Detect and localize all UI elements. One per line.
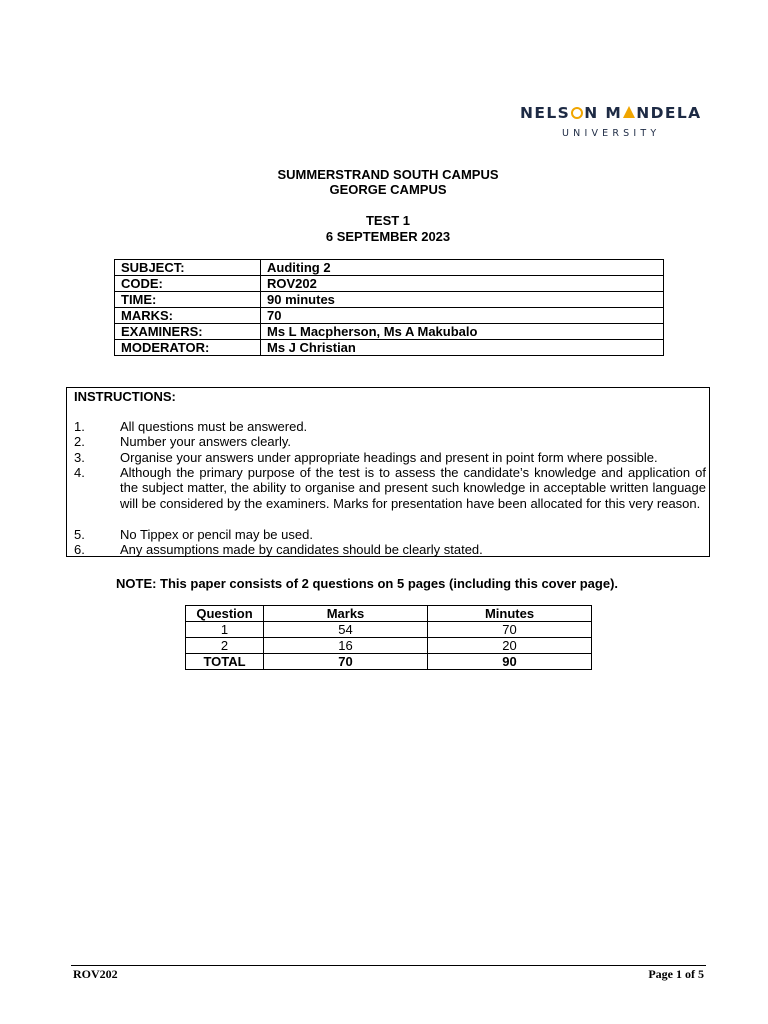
instruction-text: Although the primary purpose of the test is to assess the candidate’s knowledge and application of the subject matter, the ability to organise and present such knowledge in acceptable written language will be considered by the examiners. Marks for presentation have been allocated for this very reason. [120,465,706,511]
total-row [186,654,592,670]
info-label: MARKS: [115,308,261,324]
info-label: TIME: [115,292,261,308]
logo-subtitle: UNIVERSITY [562,128,661,139]
instruction-number: 3. [74,450,85,465]
instructions-box [66,387,710,557]
total-label: TOTAL [186,654,264,670]
logo-a-triangle-icon [623,106,635,118]
info-label: CODE: [115,276,261,292]
instruction-number: 5. [74,527,85,542]
test-title: TEST 1 [365,213,411,228]
info-value: ROV202 [261,276,664,292]
total-minutes: 90 [428,654,592,670]
logo-wordmark: NELS N M NDELA [520,104,702,122]
question-cell: 2 [186,638,264,654]
header-cell: Marks [264,606,428,622]
instructions-title: INSTRUCTIONS: [74,389,176,404]
note-text: NOTE: This paper consists of 2 questions on 5 pages (including this cover page). [116,576,619,591]
table-row [186,638,592,654]
info-label: SUBJECT: [115,260,261,276]
footer-page-number: Page 1 of 5 [648,967,704,981]
info-row [115,324,664,340]
instruction-number: 4. [74,465,85,480]
university-logo [520,104,700,139]
marks-cell: 16 [264,638,428,654]
questions-table [185,605,592,670]
footer-divider [71,965,706,966]
footer-course-code: ROV202 [73,967,118,981]
info-row [115,260,664,276]
instruction-number: 2. [74,434,85,449]
minutes-cell: 20 [428,638,592,654]
info-table [114,259,664,356]
info-value: Auditing 2 [261,260,664,276]
instruction-text: Number your answers clearly. [120,434,291,449]
header-cell: Question [186,606,264,622]
instruction-number: 6. [74,542,85,557]
info-value: 70 [261,308,664,324]
test-date: 6 SEPTEMBER 2023 [325,229,451,244]
instruction-number: 1. [74,419,85,434]
info-row [115,276,664,292]
question-cell: 1 [186,622,264,638]
minutes-cell: 70 [428,622,592,638]
instruction-text: Any assumptions made by candidates should be clearly stated. [120,542,483,557]
info-row [115,292,664,308]
info-label: EXAMINERS: [115,324,261,340]
info-value: Ms L Macpherson, Ms A Makubalo [261,324,664,340]
info-row [115,340,664,356]
info-value: 90 minutes [261,292,664,308]
table-row [186,622,592,638]
marks-cell: 54 [264,622,428,638]
info-row [115,308,664,324]
campus-line-1: SUMMERSTRAND SOUTH CAMPUS [277,167,499,182]
questions-header-row [186,606,592,622]
logo-o-circle-icon [571,107,583,119]
instruction-text: No Tippex or pencil may be used. [120,527,313,542]
header-cell: Minutes [428,606,592,622]
total-marks: 70 [264,654,428,670]
info-label: MODERATOR: [115,340,261,356]
instruction-text: All questions must be answered. [120,419,308,434]
info-value: Ms J Christian [261,340,664,356]
campus-line-2: GEORGE CAMPUS [329,182,447,197]
instruction-text: Organise your answers under appropriate headings and present in point form where possible. [120,450,658,465]
